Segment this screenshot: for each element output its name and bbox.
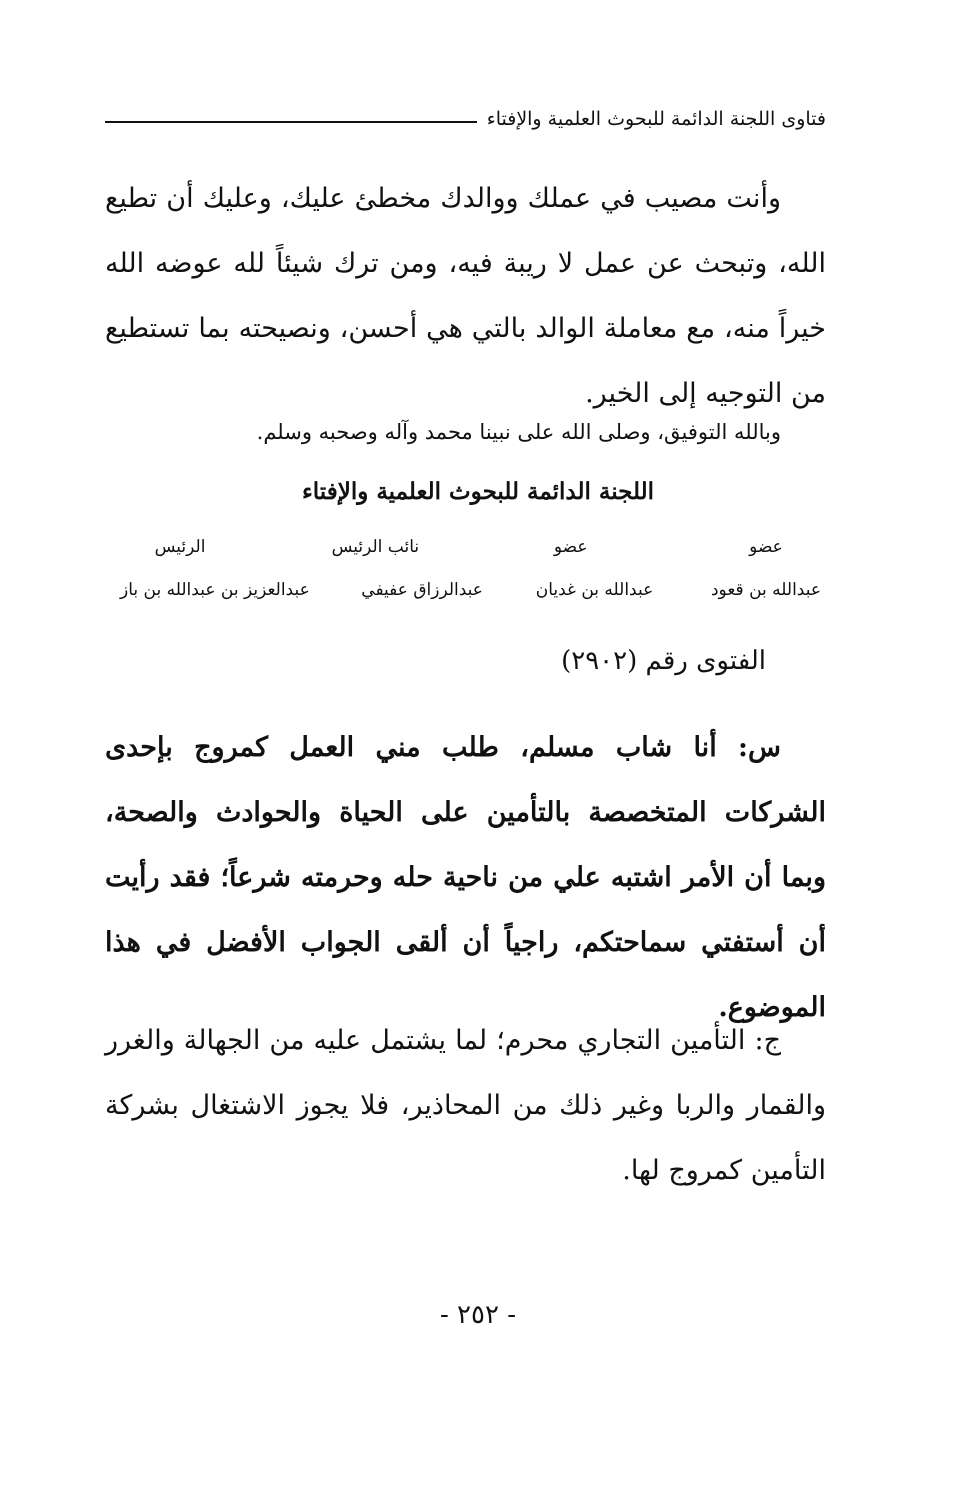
page-number: - ٢٥٢ - <box>439 1300 517 1330</box>
fatwa-question: س: أنا شاب مسلم، طلب مني العمل كمروج بإحدى الشركات المتخصصة بالتأمين على الحياة والحوادث والصحة، وبما أن الأمر اشتبه علي من ناحية حله وحرمته شرعاً؛ فقد رأيت أن أستفتي سماحتكم، راجياً أن ألقى الجواب الأفضل في هذا الموضوع. <box>105 732 826 1023</box>
closing-line: وبالله التوفيق، وصلى الله على نبينا محمد وآله وصحبه وسلم. <box>256 420 781 444</box>
signature-titles <box>120 537 826 557</box>
committee-name: اللجنة الدائمة للبحوث العلمية والإفتاء <box>301 478 655 505</box>
header-rule <box>105 121 477 123</box>
signature-name-member-1: عبدالله بن قعود <box>710 580 821 600</box>
fatwa-number: الفتوى رقم (٢٩٠٢) <box>561 646 766 676</box>
signature-title-vice-president: نائب الرئيس <box>331 537 420 557</box>
signature-title-president: الرئيس <box>154 537 206 557</box>
signature-name-member-2: عبدالله بن غديان <box>535 580 654 600</box>
fatwa-answer: ج: التأمين التجاري محرم؛ لما يشتمل عليه من الجهالة والغرر والقمار والربا وغير ذلك من المحاذير، فلا يجوز الاشتغال بشركة التأمين كمروج لها. <box>105 1025 826 1186</box>
paragraph-previous-answer: وأنت مصيب في عملك ووالدك مخطئ عليك، وعليك أن تطيع الله، وتبحث عن عمل لا ريبة فيه، ومن ترك شيئاً لله عوضه الله خيراً منه، مع معاملة الوالد بالتي هي أحسن، ونصيحته بما تستطيع من التوجيه إلى الخير. <box>105 183 826 409</box>
signature-title-member-2: عضو <box>553 537 588 557</box>
signature-name-president: عبدالعزيز بن عبدالله بن باز <box>120 580 310 600</box>
header-title: فتاوى اللجنة الدائمة للبحوث العلمية والإفتاء <box>486 108 826 130</box>
running-header <box>105 108 826 130</box>
signature-title-member-1: عضو <box>749 537 783 557</box>
signature-names <box>120 580 826 600</box>
signature-name-vice-president: عبدالرزاق عفيفي <box>361 580 483 600</box>
